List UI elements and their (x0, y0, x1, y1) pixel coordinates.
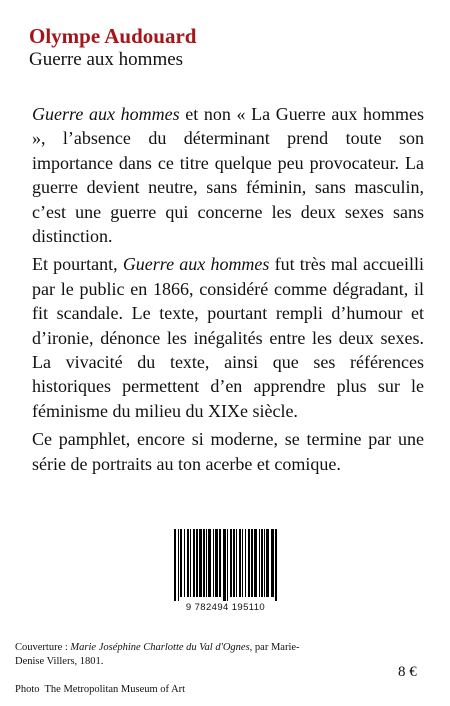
barcode-bar (242, 529, 243, 597)
cover-credit (15, 641, 305, 669)
barcode-bar (180, 529, 182, 597)
photo-credit (15, 684, 185, 695)
blurb-text: Et pourtant, (32, 254, 123, 275)
barcode-bar (227, 529, 228, 601)
blurb-text: et non « La Guerre aux hommes », l’absence du déterminant prend toute son importance dans ce titre quelque peu provocateur. La guerre devient neutre, sans féminin, sans masculin, c’est une guerre qui concerne les deux sexes sans distinction. (32, 104, 424, 247)
barcode-bar (261, 529, 263, 597)
barcode-bar (196, 529, 198, 597)
barcode-bar (251, 529, 253, 597)
barcode-bar (275, 529, 277, 601)
barcode-bar (178, 529, 179, 601)
barcode-bar (206, 529, 207, 597)
isbn-barcode (170, 529, 281, 617)
barcode-bar (236, 529, 237, 597)
book-title: Guerre aux hommes (29, 49, 184, 70)
barcode-bar (193, 529, 195, 597)
blurb-title-italic: Guerre aux hommes (32, 104, 180, 124)
barcode-bar (184, 529, 185, 597)
barcode-bar (215, 529, 218, 597)
barcode-bar (230, 529, 232, 597)
blurb-paragraph-1 (32, 102, 424, 248)
photo-source: The Metropolitan Museum of Art (44, 684, 186, 695)
back-cover-blurb (32, 102, 424, 480)
blurb-paragraph-3: Ce pamphlet, encore si moderne, se termine par une série de portraits au ton acerbe et comique. (32, 429, 424, 474)
author-name: Olympe Audouard (29, 24, 197, 48)
cover-artwork-attribution: , par Marie-Denise Villers, 1801. (15, 642, 300, 667)
cover-credit-label: Couverture : (15, 642, 71, 653)
barcode-bar (271, 529, 274, 597)
barcode-bars (170, 529, 281, 601)
barcode-bar (259, 529, 260, 597)
barcode-bar (199, 529, 202, 597)
barcode-bar (213, 529, 214, 597)
isbn-number: 9 782494 195110 (185, 602, 266, 613)
blurb-paragraph-2 (32, 252, 424, 423)
barcode-bar (208, 529, 211, 597)
barcode-bar (248, 529, 250, 597)
price: 8 € (398, 664, 417, 680)
barcode-bar (239, 529, 241, 597)
barcode-bar (266, 529, 269, 597)
blurb-title-italic: Guerre aux hommes (122, 254, 270, 275)
barcode-bar (174, 529, 176, 601)
barcode-bar (223, 529, 226, 601)
barcode-bar (203, 529, 205, 597)
barcode-bar (219, 529, 221, 597)
barcode-bar (233, 529, 235, 597)
barcode-bar (187, 529, 189, 597)
cover-artwork-title: Marie Joséphine Charlotte du Val d'Ognes (70, 642, 250, 653)
barcode-bar (190, 529, 191, 597)
photo-label: Photo (15, 684, 40, 695)
barcode-bar (264, 529, 265, 597)
blurb-text: fut très mal accueilli par le public en 1866, considéré comme dégradant, il fit scandale. Le texte, pourtant rempli d’humour et d’ironie, dénonce les inégalités entre les deux sexes. La vivacité du texte, ainsi que ses références historiques permettent d’en apprendre plus sur le féminisme du milieu du XIXe siècle. (32, 254, 425, 421)
barcode-bar (245, 529, 246, 597)
barcode-bar (254, 529, 257, 597)
